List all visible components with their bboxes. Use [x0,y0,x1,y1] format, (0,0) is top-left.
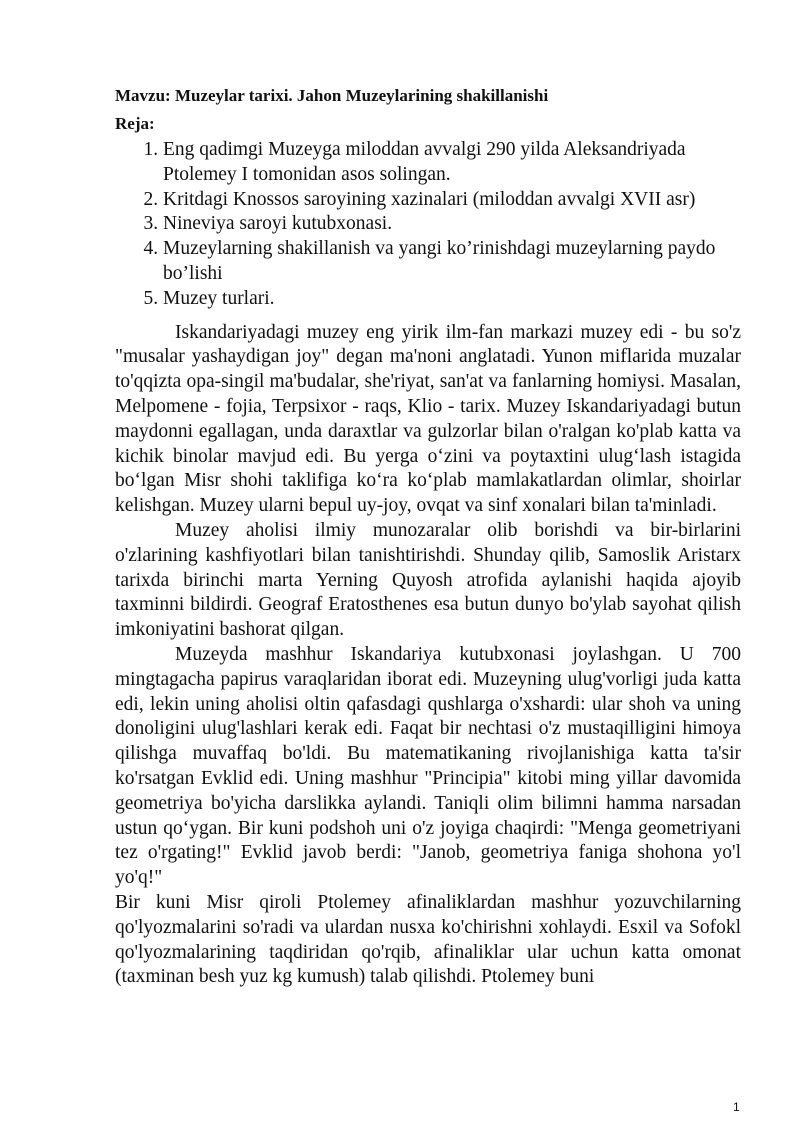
plan-item: 3. Nineviya saroyi kutubxonasi. [163,212,741,237]
body-paragraph: Muzeyda mashhur Iskandariya kutubxonasi joylashgan. U 700 mingtagacha papirus varaqlaridan iborat edi. Muzeyning ulug'vorligi juda katta edi, lekin uning aholisi oltin qafasdagi qushlarga o'xshardi: ular shoh va uning donoligini ulug'lashlari kerak edi. Faqat bir nechtasi o'z mustaqilligini himoya qilishga muvaffaq bo'ldi. Bu matematikaning rivojlanishiga katta ta'sir ko'rsatgan Evklid edi. Uning mashhur "Principia" kitobi ming yillar davomida geometriya bo'yicha darslikka aylandi. Taniqli olim bilimni hamma narsadan ustun qo‘ygan. Bir kuni podshoh uni o'z joyiga chaqirdi: "Menga geometriyani tez o'rgating!" Evklid javob berdi: "Janob, geometriya faniga shohona yo'l yo'q!" [115,643,741,889]
page-number: 1 [733,1100,740,1114]
plan-item: 4. Muzeylarning shakillanish va yangi ko’rinishdagi muzeylarning paydo bo’lishi [163,237,741,287]
plan-item: 5. Muzey turlari. [163,287,741,312]
body-paragraph: Muzey aholisi ilmiy munozaralar olib borishdi va bir-birlarini o'zlarining kashfiyotlari bilan tanishtirishdi. Shunday qilib, Samoslik Aristarx tarixda birinchi marta Yerning Quyosh atrofida aylanishi haqida ajoyib taxminni bildirdi. Geograf Eratosthenes esa butun dunyo bo'ylab sayohat qilish imkoniyatini bashorat qilgan. [115,519,741,641]
document-title: Mavzu: Muzeylar tarixi. Jahon Muzeylarining shakillanishi [115,86,549,105]
plan-heading: Reja: [115,114,155,133]
plan-item: 2. Kritdagi Knossos saroyining xazinalari (miloddan avvalgi XVII asr) [163,188,741,213]
page-content [115,84,741,990]
body-paragraph: Bir kuni Misr qiroli Ptolemey afinaliklardan mashhur yozuvchilarning qo'lyozmalarini so'radi va ulardan nusxa ko'chirishni xohlaydi. Esxil va Sofokl qo'lyozmalarining taqdiridan qo'rqib, afinaliklar ular uchun katta omonat (taxminan besh yuz kg kumush) talab qilishdi. Ptolemey buni [115,891,741,988]
body-paragraph: Iskandariyadagi muzey eng yirik ilm-fan markazi muzey edi - bu so'z "musalar yashaydigan joy" degan ma'noni anglatadi. Yunon miflarida muzalar to'qqizta opa-singil ma'budalar, she'riyat, san'at va fanlarning homiysi. Masalan, Melpomene - fojia, Terpsixor - raqs, Klio - tarix. Muzey Iskandariyadagi butun maydonni egallagan, unda daraxtlar va gulzorlar bilan o'ralgan ko'plab katta va kichik binolar mavjud edi. Bu yerga o‘zini va poytaxtini ulug‘lash istagida bo‘lgan Misr shohi taklifiga ko‘ra ko‘plab mamlakatlardan olimlar, shoirlar kelishgan. Muzey ularni bepul uy-joy, ovqat va sinf xonalari bilan ta'minladi. [115,321,741,517]
plan-item: 1. Eng qadimgi Muzeyga miloddan avvalgi 290 yilda Aleksandriyada Ptolemey I tomonidan asos solingan. [163,138,741,188]
plan-list [115,138,741,312]
document-body [115,321,741,991]
